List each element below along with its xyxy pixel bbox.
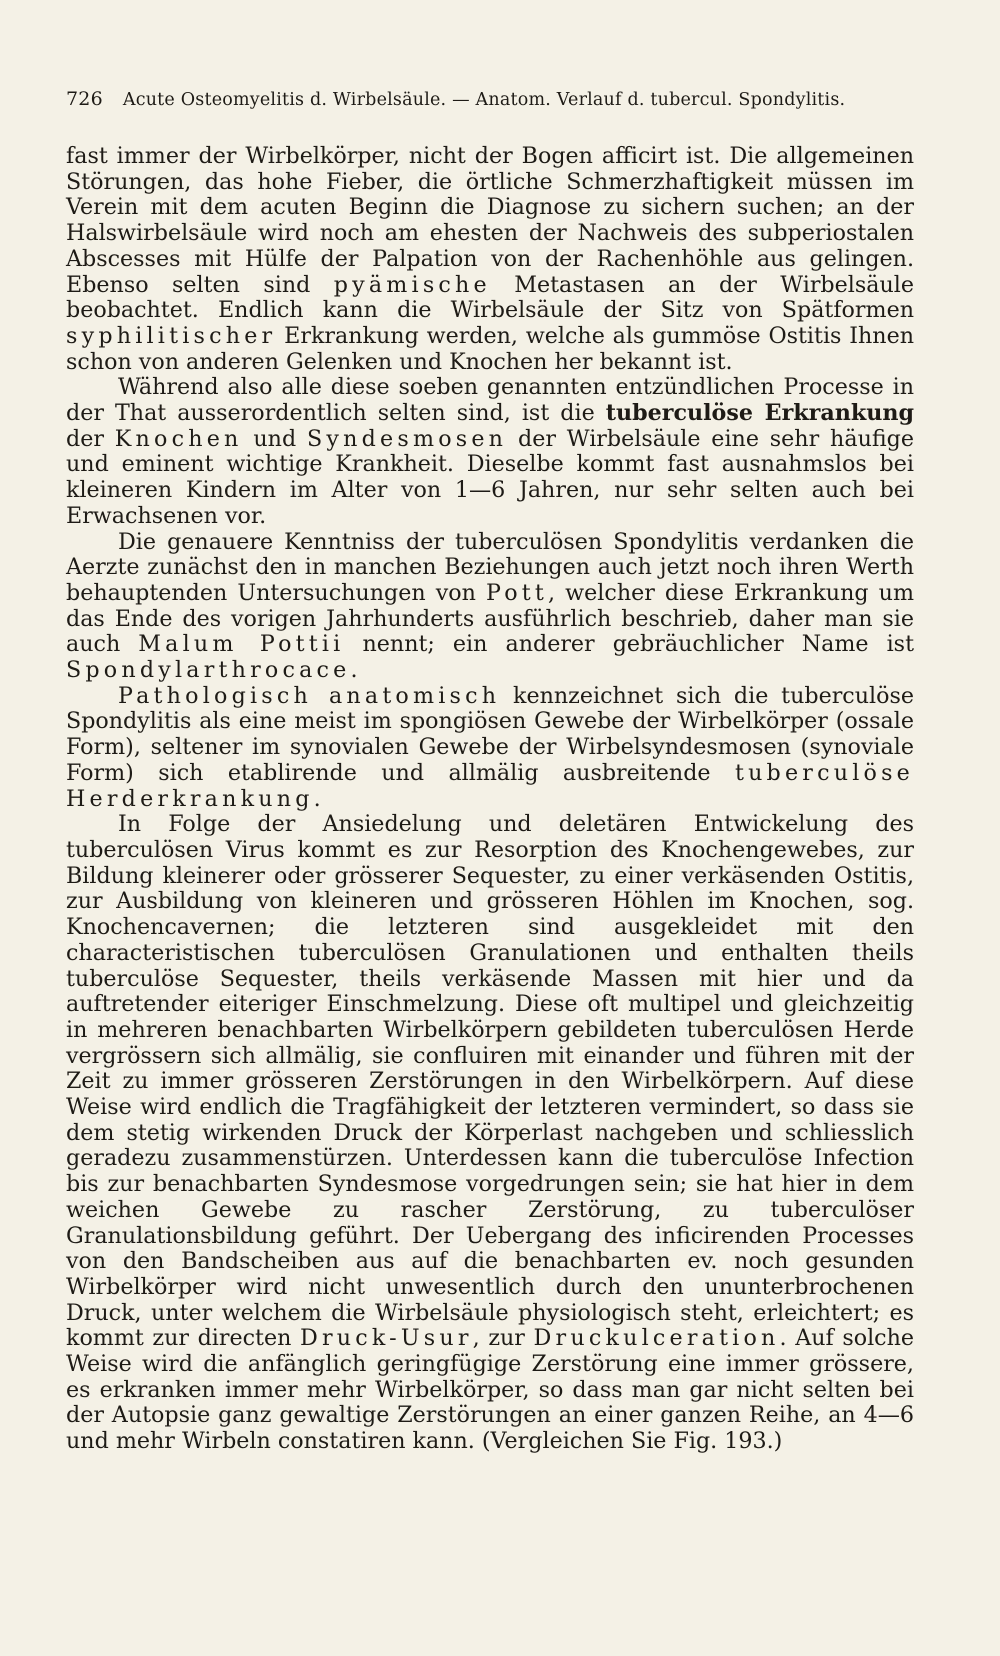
spaced-emphasis: Pathologisch anatomisch (118, 682, 501, 709)
text-run: . (313, 785, 321, 812)
spaced-emphasis: Spondylarthrocace (66, 657, 351, 684)
paragraph (66, 375, 914, 529)
text-run: , zur (472, 1325, 534, 1352)
spaced-emphasis: Pott (486, 579, 549, 606)
text-run: In Folge der Ansiedelung und deletären Entwickelung des tuberculösen Virus kommt es zur Resorption des Knochengewebes, zur Bildung kleinerer oder grösserer Sequester, zu einer verkäsenden Ostitis, zur Ausbildung von kleineren und grösseren Höhlen im Knochen, sog. Knochencavernen; die letzteren sind ausgekleidet mit den characteristischen tuberculösen Granulationen und enthalten theils tuberculöse Sequester, theils verkäsende Massen mit hier und da auftretender eiteriger Einschmelzung. Diese oft multipel und gleichzeitig in mehreren benachbarten Wirbelkörpern gebildeten tuberculösen Herde vergrössern sich allmälig, sie confluiren mit einander und führen mit der Zeit zu immer grösseren Zerstörungen in den Wirbelkörpern. Auf diese Weise wird endlich die Tragfähigkeit der letzteren vermindert, so dass sie dem stetig wirkenden Druck der Körperlast nachgeben und schliesslich geradezu zusammenstürzen. Unterdessen kann die tuberculöse Infection bis zur benachbarten Syndesmose vorgedrungen sein; sie hat hier in dem weichen Gewebe zu rascher Zerstörung, zu tuberculöser Granulationsbildung geführt. Der Uebergang des inficirenden Processes von den Bandscheiben aus auf die benachbarten ev. noch gesunden Wirbelkörper wird nicht unwesentlich durch den ununterbrochenen Druck, unter welchem die Wirbelsäule physiologisch steht, erleichtert; es kommt zur directen (66, 811, 914, 1352)
paragraph (66, 144, 914, 375)
paragraph (66, 812, 914, 1455)
text-run: nennt; ein anderer gebräuchlicher Name ist (344, 631, 914, 658)
text-run: . Auf solche Weise wird die anfänglich geringfügige Zerstörung eine immer grössere, es erkranken immer mehr Wirbelkörper, so dass man gar nicht selten bei der Autopsie ganz gewaltige Zerstörungen an einer ganzen Reihe, an 4—6 und mehr Wirbeln constatiren kann. (Vergleichen Sie Fig. 193.) (66, 1325, 915, 1455)
text-run: Während also alle diese soeben genannten entzündlichen Processe in der That ausserordentlich selten sind, ist die (66, 374, 914, 427)
paragraph (66, 684, 914, 813)
running-header (66, 88, 914, 110)
text-run: . (350, 657, 358, 684)
running-title: Acute Osteomyelitis d. Wirbelsäule. — Anatom. Verlauf d. tubercul. Spondylitis. (122, 90, 846, 110)
text-run: fast immer der Wirbelkörper, nicht der Bogen afficirt ist. Die allgemeinen Störungen, das hohe Fieber, die örtliche Schmerzhaftigkeit müssen im Verein mit dem acuten Beginn die Diagnose zu sichern suchen; an der Halswirbelsäule wird noch am ehesten der Nachweis des subperiostalen Abscesses mit Hülfe der Palpation von der Rachenhöhle aus gelingen. Ebenso selten sind (66, 143, 914, 298)
text-run: , welcher diese Erkrankung um das Ende des vorigen Jahrhunderts ausführlich beschrieb, daher man sie auch (66, 579, 914, 658)
text-run: der (66, 425, 115, 452)
spaced-emphasis: pyämische (333, 271, 491, 298)
text-run: Erkrankung werden, welche als gummöse Ostitis Ihnen schon von anderen Gelenken und Knochen her bekannt ist. (66, 322, 914, 375)
text-run: Metastasen an der Wirbelsäule beobachtet. Endlich kann die Wirbelsäule der Sitz von Spätformen (66, 271, 914, 324)
spaced-emphasis: Malum Pottii (138, 631, 345, 658)
text-run: kennzeichnet sich die tuberculöse Spondylitis als eine meist im spongiösen Gewebe der Wirbelkörper (ossale Form), seltener im synovialen Gewebe der Wirbelsyndesmosen (synoviale Form) sich etablirende und allmälig ausbreitende (66, 682, 914, 786)
spaced-emphasis: tuberculöse Herderkrankung (66, 759, 914, 812)
text-run: und (242, 425, 308, 452)
spaced-emphasis: Knochen (114, 425, 243, 452)
text-run: Die genauere Kenntniss der tuberculösen Spondylitis verdanken die Aerzte zunächst den in manchen Beziehungen auch jetzt noch ihren Werth behauptenden Untersuchungen von (66, 528, 914, 606)
text-run: der Wirbelsäule eine sehr häufige und eminent wichtige Krankheit. Dieselbe kommt fast ausnahmslos bei kleineren Kindern im Alter von 1—6 Jahren, nur sehr selten auch bei Erwachsenen vor. (66, 425, 914, 529)
spaced-emphasis: syphilitischer (66, 322, 277, 349)
page-number: 726 (66, 88, 103, 110)
spaced-emphasis: Druck-Usur (300, 1325, 473, 1352)
bold-emphasis: tuberculöse Erkrankung (605, 400, 914, 427)
body-text (66, 144, 914, 1455)
spaced-emphasis: Syndesmosen (307, 425, 508, 452)
paragraph (66, 530, 914, 684)
spaced-emphasis: Druckulceration (533, 1325, 780, 1352)
